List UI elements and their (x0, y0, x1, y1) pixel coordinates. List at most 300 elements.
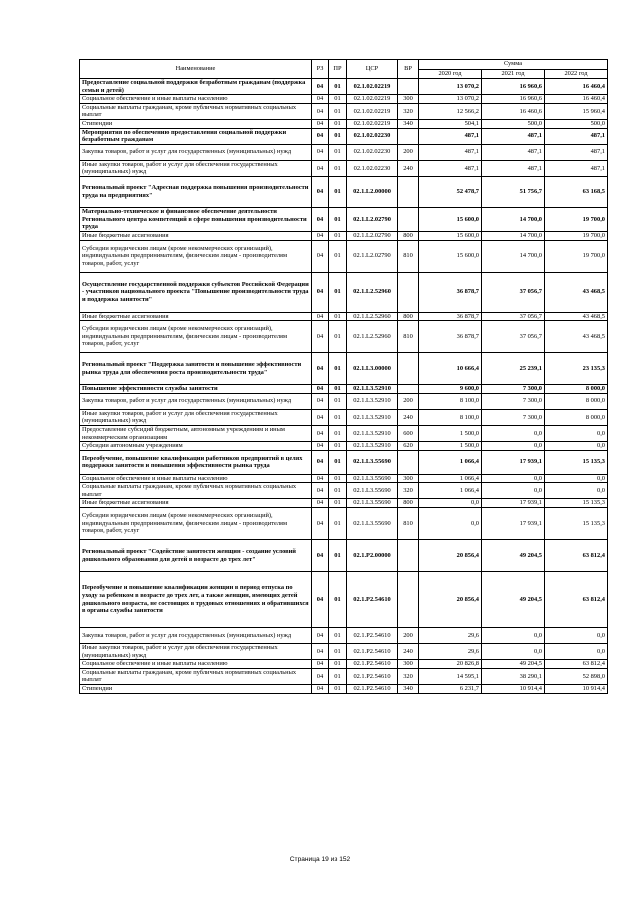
row-vr: 810 (398, 321, 419, 353)
row-rz: 04 (312, 119, 329, 128)
row-sum-2021: 37 056,7 (482, 312, 545, 321)
row-sum-2022: 0,0 (545, 644, 608, 660)
row-vr (398, 353, 419, 385)
row-sum-2022: 19 700,0 (545, 240, 608, 272)
row-rz: 04 (312, 499, 329, 508)
row-sum-2020: 487,1 (419, 128, 482, 144)
row-sum-2020: 36 878,7 (419, 321, 482, 353)
row-rz: 04 (312, 572, 329, 628)
table-header (80, 60, 608, 79)
row-name: Региональный проект "Содействие занятости женщин - создание условий дошкольного образования для детей в возрасте до трех лет" (80, 540, 312, 572)
row-sum-2022: 43 468,5 (545, 272, 608, 312)
row-csr: 02.1.L2.52960 (347, 272, 398, 312)
row-csr: 02.1.P2.54610 (347, 644, 398, 660)
row-sum-2020: 15 600,0 (419, 231, 482, 240)
row-pr: 01 (329, 442, 347, 451)
row-sum-2022: 15 135,3 (545, 450, 608, 474)
table-row (80, 508, 608, 540)
row-pr: 01 (329, 128, 347, 144)
row-pr: 01 (329, 572, 347, 628)
row-sum-2022: 487,1 (545, 160, 608, 176)
row-sum-2020: 20 856,4 (419, 540, 482, 572)
row-pr: 01 (329, 79, 347, 95)
row-rz: 04 (312, 144, 329, 160)
row-vr: 800 (398, 499, 419, 508)
page-number: Страница 19 из 152 (289, 856, 351, 863)
row-sum-2021: 7 300,0 (482, 393, 545, 409)
table-row (80, 160, 608, 176)
row-vr: 200 (398, 393, 419, 409)
row-csr: 02.1.P2.54610 (347, 572, 398, 628)
row-sum-2020: 1 066,4 (419, 483, 482, 499)
table-row (80, 353, 608, 385)
row-csr: 02.1.L3.52910 (347, 393, 398, 409)
row-sum-2020: 6 231,7 (419, 685, 482, 694)
row-sum-2021: 7 300,0 (482, 409, 545, 425)
row-sum-2021: 487,1 (482, 128, 545, 144)
budget-document (79, 59, 607, 694)
row-name: Стипендии (80, 119, 312, 128)
row-rz: 04 (312, 95, 329, 104)
row-sum-2020: 8 100,0 (419, 409, 482, 425)
row-pr: 01 (329, 425, 347, 441)
row-sum-2021: 49 204,5 (482, 660, 545, 669)
table-row (80, 483, 608, 499)
row-csr: 02.1.L3.55690 (347, 474, 398, 483)
row-pr: 01 (329, 628, 347, 644)
table-row (80, 272, 608, 312)
row-sum-2020: 487,1 (419, 144, 482, 160)
table-row (80, 207, 608, 231)
row-sum-2020: 20 856,4 (419, 572, 482, 628)
table-body (80, 79, 608, 694)
row-vr: 300 (398, 474, 419, 483)
table-row (80, 240, 608, 272)
row-rz: 04 (312, 393, 329, 409)
row-rz: 04 (312, 103, 329, 119)
row-sum-2022: 487,1 (545, 128, 608, 144)
table-row (80, 231, 608, 240)
row-sum-2021: 49 204,5 (482, 540, 545, 572)
row-sum-2022: 8 000,0 (545, 393, 608, 409)
row-vr: 600 (398, 425, 419, 441)
table-row (80, 450, 608, 474)
row-sum-2020: 0,0 (419, 508, 482, 540)
row-sum-2021: 17 939,1 (482, 499, 545, 508)
row-name: Материально-техническое и финансовое обеспечение деятельности Регионального центра компетенций в сфере повышения производительности труда (80, 207, 312, 231)
row-sum-2021: 17 939,1 (482, 508, 545, 540)
row-csr: 02.1.P2.54610 (347, 660, 398, 669)
row-name: Иные бюджетные ассигнования (80, 312, 312, 321)
row-sum-2022: 500,0 (545, 119, 608, 128)
row-pr: 01 (329, 160, 347, 176)
row-pr: 01 (329, 321, 347, 353)
row-sum-2021: 0,0 (482, 644, 545, 660)
table-row (80, 499, 608, 508)
row-pr: 01 (329, 508, 347, 540)
row-sum-2022: 43 468,5 (545, 312, 608, 321)
row-name: Закупка товаров, работ и услуг для государственных (муниципальных) нужд (80, 628, 312, 644)
row-rz: 04 (312, 312, 329, 321)
row-csr: 02.1.L3.52910 (347, 409, 398, 425)
row-vr: 240 (398, 160, 419, 176)
row-name: Социальные выплаты гражданам, кроме публичных нормативных социальных выплат (80, 668, 312, 684)
row-csr: 02.1.02.02219 (347, 95, 398, 104)
row-sum-2022: 10 914,4 (545, 685, 608, 694)
row-sum-2022: 487,1 (545, 144, 608, 160)
row-name: Социальные выплаты гражданам, кроме публичных нормативных социальных выплат (80, 483, 312, 499)
row-sum-2021: 487,1 (482, 144, 545, 160)
row-sum-2022: 0,0 (545, 628, 608, 644)
table-row (80, 144, 608, 160)
row-sum-2021: 0,0 (482, 474, 545, 483)
row-csr: 02.1.L2.02790 (347, 207, 398, 231)
row-csr: 02.1.P2.00000 (347, 540, 398, 572)
row-vr (398, 540, 419, 572)
table-row (80, 119, 608, 128)
row-sum-2022: 16 460,4 (545, 79, 608, 95)
table-row (80, 393, 608, 409)
row-sum-2021: 7 300,0 (482, 385, 545, 394)
row-csr: 02.1.L3.52910 (347, 425, 398, 441)
row-name: Иные бюджетные ассигнования (80, 231, 312, 240)
table-row (80, 660, 608, 669)
row-rz: 04 (312, 353, 329, 385)
table-row (80, 95, 608, 104)
row-rz: 04 (312, 240, 329, 272)
row-name: Предоставление субсидий бюджетным, автономным учреждениям и иным некоммерческим организациям (80, 425, 312, 441)
row-name: Иные бюджетные ассигнования (80, 499, 312, 508)
row-sum-2022: 15 135,3 (545, 499, 608, 508)
table-row (80, 474, 608, 483)
row-sum-2022: 63 168,5 (545, 176, 608, 207)
row-name: Переобучение и повышение квалификации женщин в период отпуска по уходу за ребенком в возрасте до трех лет, а также женщин, имеющих детей дошкольного возраста, не состоящих в трудовых отношениях и обратившихся в органы службы занятости (80, 572, 312, 628)
row-sum-2022: 23 135,3 (545, 353, 608, 385)
row-vr: 200 (398, 628, 419, 644)
row-pr: 01 (329, 450, 347, 474)
row-csr: 02.1.L2.52960 (347, 321, 398, 353)
table-row (80, 321, 608, 353)
row-pr: 01 (329, 353, 347, 385)
row-sum-2020: 1 066,4 (419, 474, 482, 483)
table-row (80, 442, 608, 451)
row-sum-2021: 16 960,6 (482, 79, 545, 95)
row-rz: 04 (312, 668, 329, 684)
row-pr: 01 (329, 272, 347, 312)
row-sum-2020: 13 070,2 (419, 79, 482, 95)
row-rz: 04 (312, 628, 329, 644)
row-sum-2020: 20 826,8 (419, 660, 482, 669)
row-vr: 240 (398, 644, 419, 660)
row-csr: 02.1.L2.00000 (347, 176, 398, 207)
table-row (80, 176, 608, 207)
row-pr: 01 (329, 231, 347, 240)
row-vr: 300 (398, 660, 419, 669)
row-sum-2022: 16 460,4 (545, 95, 608, 104)
row-rz: 04 (312, 409, 329, 425)
row-vr (398, 207, 419, 231)
row-rz: 04 (312, 685, 329, 694)
row-rz: 04 (312, 540, 329, 572)
row-csr: 02.1.L3.52910 (347, 442, 398, 451)
table-row (80, 644, 608, 660)
row-name: Стипендии (80, 685, 312, 694)
row-sum-2021: 16 960,6 (482, 95, 545, 104)
row-name: Мероприятия по обеспечению предоставления социальной поддержки безработным гражданам (80, 128, 312, 144)
row-rz: 04 (312, 508, 329, 540)
header-2020: 2020 год (419, 69, 482, 79)
row-sum-2020: 13 070,2 (419, 95, 482, 104)
row-rz: 04 (312, 425, 329, 441)
row-sum-2021: 0,0 (482, 442, 545, 451)
row-pr: 01 (329, 668, 347, 684)
row-pr: 01 (329, 540, 347, 572)
row-sum-2020: 29,6 (419, 628, 482, 644)
row-sum-2022: 0,0 (545, 474, 608, 483)
row-rz: 04 (312, 207, 329, 231)
table-row (80, 128, 608, 144)
row-pr: 01 (329, 95, 347, 104)
row-sum-2022: 43 468,5 (545, 321, 608, 353)
row-csr: 02.1.L3.55690 (347, 499, 398, 508)
row-sum-2020: 0,0 (419, 499, 482, 508)
row-sum-2022: 8 000,0 (545, 385, 608, 394)
header-vr: ВР (398, 60, 419, 79)
row-sum-2020: 10 666,4 (419, 353, 482, 385)
row-name: Субсидии юридическим лицам (кроме некоммерческих организаций), индивидуальным предпринимателям, физическим лицам - производителям товаров, работ, услуг (80, 508, 312, 540)
header-name: Наименование (80, 60, 312, 79)
row-rz: 04 (312, 474, 329, 483)
row-vr (398, 176, 419, 207)
row-sum-2022: 63 812,4 (545, 572, 608, 628)
header-2022: 2022 год (545, 69, 608, 79)
row-pr: 01 (329, 685, 347, 694)
row-pr: 01 (329, 119, 347, 128)
row-sum-2021: 0,0 (482, 483, 545, 499)
row-vr (398, 385, 419, 394)
row-rz: 04 (312, 644, 329, 660)
row-sum-2021: 14 700,0 (482, 231, 545, 240)
row-rz: 04 (312, 660, 329, 669)
row-pr: 01 (329, 312, 347, 321)
header-2021: 2021 год (482, 69, 545, 79)
row-sum-2021: 487,1 (482, 160, 545, 176)
row-vr: 320 (398, 103, 419, 119)
budget-table (79, 59, 608, 694)
row-rz: 04 (312, 483, 329, 499)
row-vr: 800 (398, 312, 419, 321)
row-name: Переобучение, повышение квалификации работников предприятий в целях поддержки занятости и повышения эффективности рынка труда (80, 450, 312, 474)
row-csr: 02.1.02.02219 (347, 119, 398, 128)
header-pr: ПР (329, 60, 347, 79)
row-pr: 01 (329, 474, 347, 483)
row-name: Субсидии юридическим лицам (кроме некоммерческих организаций), индивидуальным предпринимателям, физическим лицам - производителям товаров, работ, услуг (80, 321, 312, 353)
row-csr: 02.1.02.02219 (347, 79, 398, 95)
table-row (80, 668, 608, 684)
row-name: Субсидии автономным учреждениям (80, 442, 312, 451)
row-sum-2021: 37 056,7 (482, 272, 545, 312)
row-csr: 02.1.02.02230 (347, 160, 398, 176)
header-sum: Сумма (419, 60, 608, 70)
row-csr: 02.1.P2.54610 (347, 628, 398, 644)
row-sum-2022: 8 000,0 (545, 409, 608, 425)
header-rz: РЗ (312, 60, 329, 79)
row-sum-2020: 15 600,0 (419, 207, 482, 231)
table-row (80, 572, 608, 628)
row-pr: 01 (329, 644, 347, 660)
row-vr: 340 (398, 119, 419, 128)
row-csr: 02.1.02.02219 (347, 103, 398, 119)
row-rz: 04 (312, 272, 329, 312)
row-sum-2020: 9 600,0 (419, 385, 482, 394)
row-csr: 02.1.P2.54610 (347, 668, 398, 684)
row-vr (398, 572, 419, 628)
row-csr: 02.1.L3.55690 (347, 483, 398, 499)
row-name: Социальные выплаты гражданам, кроме публичных нормативных социальных выплат (80, 103, 312, 119)
row-sum-2020: 36 878,7 (419, 312, 482, 321)
row-vr (398, 272, 419, 312)
row-name: Социальное обеспечение и иные выплаты населению (80, 474, 312, 483)
row-rz: 04 (312, 450, 329, 474)
row-sum-2020: 52 478,7 (419, 176, 482, 207)
row-vr: 240 (398, 409, 419, 425)
row-pr: 01 (329, 660, 347, 669)
row-sum-2022: 15 135,3 (545, 508, 608, 540)
row-vr: 320 (398, 668, 419, 684)
row-rz: 04 (312, 176, 329, 207)
row-name: Предоставление социальной поддержки безработным гражданам (поддержка семьи и детей) (80, 79, 312, 95)
row-pr: 01 (329, 176, 347, 207)
row-sum-2020: 29,6 (419, 644, 482, 660)
row-sum-2020: 1 066,4 (419, 450, 482, 474)
row-csr: 02.1.L3.00000 (347, 353, 398, 385)
row-sum-2022: 19 700,0 (545, 231, 608, 240)
row-sum-2021: 25 239,1 (482, 353, 545, 385)
row-name: Иные закупки товаров, работ и услуг для обеспечения государственных (муниципальных) нужд (80, 409, 312, 425)
row-pr: 01 (329, 499, 347, 508)
row-vr: 340 (398, 685, 419, 694)
row-vr (398, 450, 419, 474)
row-sum-2022: 15 960,4 (545, 103, 608, 119)
row-sum-2020: 1 500,0 (419, 425, 482, 441)
row-vr: 200 (398, 144, 419, 160)
row-vr (398, 128, 419, 144)
row-sum-2022: 0,0 (545, 483, 608, 499)
row-name: Региональный проект "Поддержка занятости и повышение эффективности рынка труда для обеспечения роста производительности труда" (80, 353, 312, 385)
row-csr: 02.1.L2.52960 (347, 312, 398, 321)
row-sum-2022: 19 700,0 (545, 207, 608, 231)
row-sum-2021: 14 700,0 (482, 240, 545, 272)
table-row (80, 540, 608, 572)
row-vr: 300 (398, 95, 419, 104)
row-sum-2020: 12 566,2 (419, 103, 482, 119)
table-row (80, 425, 608, 441)
header-csr: ЦСР (347, 60, 398, 79)
row-name: Закупка товаров, работ и услуг для государственных (муниципальных) нужд (80, 393, 312, 409)
row-name: Осуществление государственной поддержки субъектов Российской Федерации - участников национального проекта "Повышение производительности труда и поддержка занятости" (80, 272, 312, 312)
row-name: Повышение эффективности службы занятости (80, 385, 312, 394)
row-name: Социальное обеспечение и иные выплаты населению (80, 95, 312, 104)
row-name: Иные закупки товаров, работ и услуг для обеспечения государственных (муниципальных) нужд (80, 160, 312, 176)
row-rz: 04 (312, 231, 329, 240)
row-pr: 01 (329, 103, 347, 119)
row-sum-2020: 504,1 (419, 119, 482, 128)
row-sum-2020: 36 878,7 (419, 272, 482, 312)
row-csr: 02.1.02.02230 (347, 128, 398, 144)
row-sum-2021: 0,0 (482, 628, 545, 644)
row-sum-2021: 37 056,7 (482, 321, 545, 353)
row-csr: 02.1.02.02230 (347, 144, 398, 160)
row-sum-2021: 500,0 (482, 119, 545, 128)
row-sum-2020: 8 100,0 (419, 393, 482, 409)
row-vr: 810 (398, 508, 419, 540)
table-row (80, 79, 608, 95)
row-pr: 01 (329, 240, 347, 272)
row-rz: 04 (312, 321, 329, 353)
row-pr: 01 (329, 385, 347, 394)
row-sum-2021: 49 204,5 (482, 572, 545, 628)
row-sum-2022: 52 898,0 (545, 668, 608, 684)
row-pr: 01 (329, 483, 347, 499)
row-rz: 04 (312, 442, 329, 451)
row-csr: 02.1.L3.55690 (347, 508, 398, 540)
row-sum-2020: 487,1 (419, 160, 482, 176)
row-vr (398, 79, 419, 95)
row-pr: 01 (329, 409, 347, 425)
row-csr: 02.1.L3.55690 (347, 450, 398, 474)
row-sum-2021: 17 939,1 (482, 450, 545, 474)
table-row (80, 409, 608, 425)
row-pr: 01 (329, 207, 347, 231)
row-pr: 01 (329, 393, 347, 409)
row-csr: 02.1.L2.02790 (347, 231, 398, 240)
row-vr: 620 (398, 442, 419, 451)
row-sum-2021: 51 756,7 (482, 176, 545, 207)
row-name: Социальное обеспечение и иные выплаты населению (80, 660, 312, 669)
table-row (80, 312, 608, 321)
row-sum-2022: 0,0 (545, 425, 608, 441)
row-sum-2020: 15 600,0 (419, 240, 482, 272)
row-csr: 02.1.L3.52910 (347, 385, 398, 394)
row-sum-2021: 38 290,1 (482, 668, 545, 684)
row-sum-2021: 0,0 (482, 425, 545, 441)
row-name: Региональный проект "Адресная поддержка повышения производительности труда на предприятиях" (80, 176, 312, 207)
row-name: Иные закупки товаров, работ и услуг для обеспечения государственных (муниципальных) нужд (80, 644, 312, 660)
row-rz: 04 (312, 79, 329, 95)
row-sum-2022: 63 812,4 (545, 660, 608, 669)
row-sum-2020: 1 500,0 (419, 442, 482, 451)
row-sum-2022: 0,0 (545, 442, 608, 451)
row-rz: 04 (312, 128, 329, 144)
row-sum-2020: 14 595,1 (419, 668, 482, 684)
row-sum-2021: 16 460,6 (482, 103, 545, 119)
table-row (80, 685, 608, 694)
row-rz: 04 (312, 160, 329, 176)
row-pr: 01 (329, 144, 347, 160)
row-csr: 02.1.L2.02790 (347, 240, 398, 272)
row-sum-2021: 10 914,4 (482, 685, 545, 694)
row-vr: 810 (398, 240, 419, 272)
row-vr: 320 (398, 483, 419, 499)
row-csr: 02.1.P2.54610 (347, 685, 398, 694)
row-name: Субсидии юридическим лицам (кроме некоммерческих организаций), индивидуальным предпринимателям, физическим лицам - производителям товаров, работ, услуг (80, 240, 312, 272)
table-row (80, 103, 608, 119)
table-row (80, 628, 608, 644)
row-rz: 04 (312, 385, 329, 394)
table-row (80, 385, 608, 394)
row-vr: 800 (398, 231, 419, 240)
row-sum-2022: 63 812,4 (545, 540, 608, 572)
